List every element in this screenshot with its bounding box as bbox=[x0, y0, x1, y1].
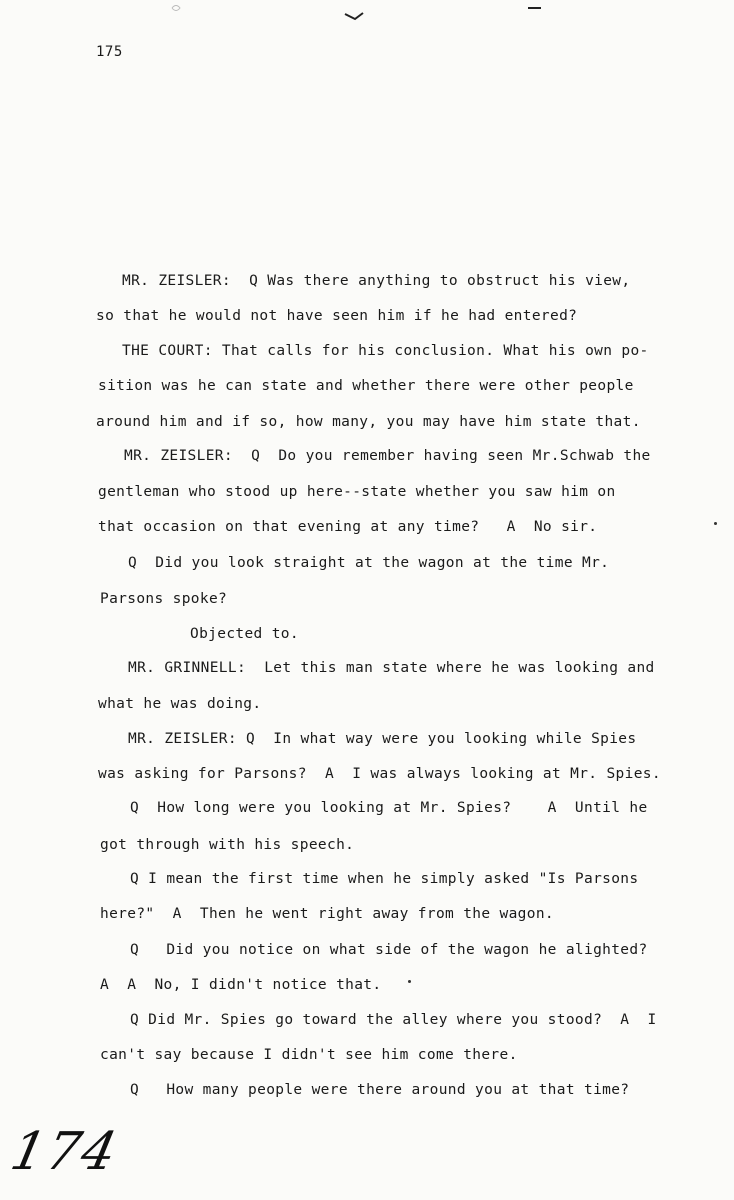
transcript-line: can't say because I didn't see him come there. bbox=[100, 1047, 518, 1063]
transcript-line: Q How long were you looking at Mr. Spies? A Until he bbox=[130, 800, 648, 816]
transcript-line: Objected to. bbox=[190, 626, 299, 642]
transcript-line: MR. ZEISLER: Q Was there anything to obstruct his view, bbox=[122, 273, 631, 289]
transcript-line: MR. GRINNELL: Let this man state where he was looking and bbox=[128, 660, 655, 676]
transcript-line: MR. ZEISLER: Q In what way were you looking while Spies bbox=[128, 731, 637, 747]
page-number: 175 bbox=[96, 44, 123, 60]
transcript-line: MR. ZEISLER: Q Do you remember having seen Mr.Schwab the bbox=[124, 448, 651, 464]
transcript-line: was asking for Parsons? A I was always looking at Mr. Spies. bbox=[98, 766, 661, 782]
transcript-line: here?" A Then he went right away from the wagon. bbox=[100, 906, 554, 922]
transcript-line: sition was he can state and whether there were other people bbox=[98, 378, 634, 394]
transcript-line: gentleman who stood up here--state whether you saw him on bbox=[98, 484, 616, 500]
transcript-line: A A No, I didn't notice that. bbox=[100, 977, 382, 993]
transcript-line: Q Did you notice on what side of the wagon he alighted? bbox=[130, 942, 648, 958]
transcript-line: Q Did you look straight at the wagon at the time Mr. bbox=[128, 555, 610, 571]
transcript-line: Q How many people were there around you at that time? bbox=[130, 1082, 630, 1098]
transcript-line: what he was doing. bbox=[98, 696, 262, 712]
transcript-line: so that he would not have seen him if he had entered? bbox=[96, 308, 578, 324]
top-scan-marks bbox=[0, 0, 734, 40]
transcript-line: around him and if so, how many, you may have him state that. bbox=[96, 414, 641, 430]
transcript-line: Q Did Mr. Spies go toward the alley where you stood? A I bbox=[130, 1012, 657, 1028]
scan-speck bbox=[408, 980, 411, 983]
handwritten-page-number: 174 bbox=[5, 1122, 124, 1182]
transcript-line: THE COURT: That calls for his conclusion. What his own po- bbox=[122, 343, 649, 359]
scan-speck bbox=[714, 522, 717, 525]
transcript-line: Parsons spoke? bbox=[100, 591, 228, 607]
transcript-line: Q I mean the first time when he simply asked "Is Parsons bbox=[130, 871, 639, 887]
transcript-line: that occasion on that evening at any time? A No sir. bbox=[98, 519, 598, 535]
transcript-line: got through with his speech. bbox=[100, 837, 355, 853]
